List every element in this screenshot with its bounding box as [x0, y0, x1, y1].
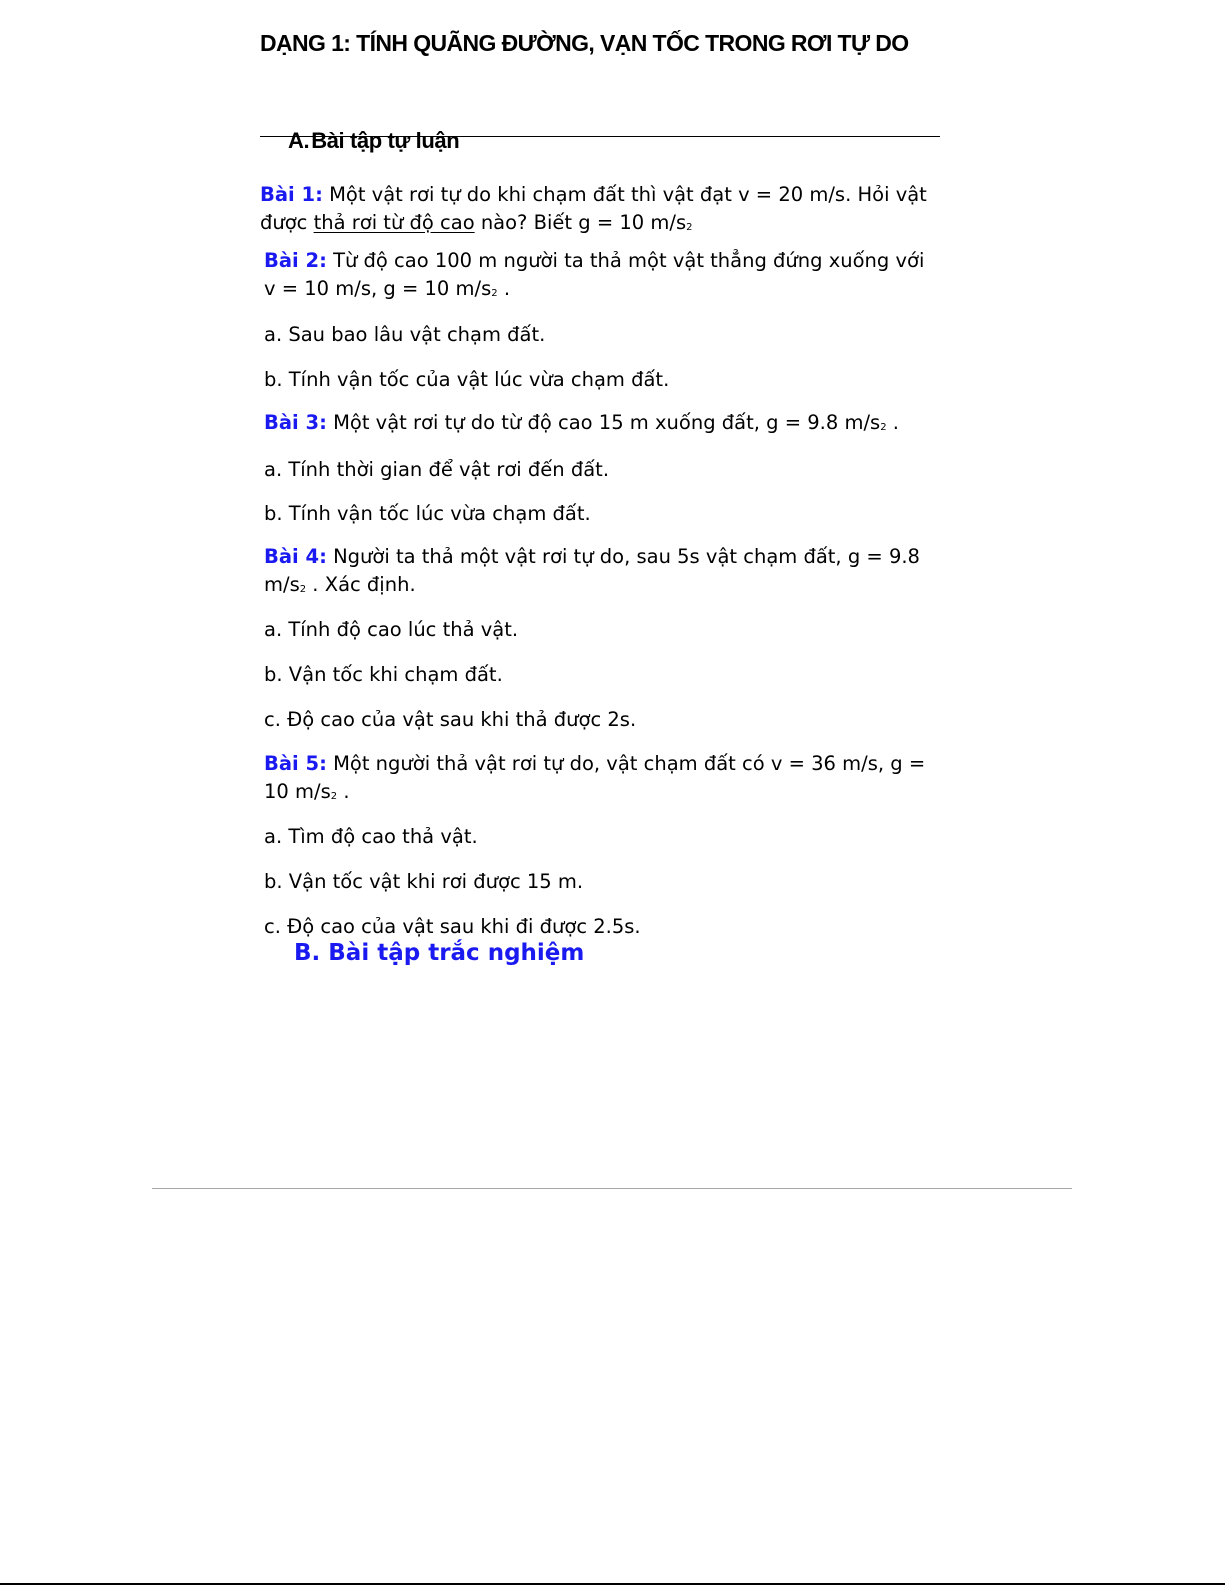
problem-4-text-end: . Xác định.: [306, 573, 416, 596]
problem-2-line-2: [264, 275, 924, 308]
problem-1-underlined-text: thả rơi từ độ cao: [313, 211, 475, 234]
problem-4-text-2: m/s: [264, 573, 300, 596]
problem-4-part-c: c. Độ cao của vật sau khi thả được 2s.: [264, 708, 637, 731]
problem-2-line-1: [264, 247, 924, 275]
problem-2-text: Từ độ cao 100 m người ta thả một vật thẳng đứng xuống với: [333, 249, 925, 272]
problem-1: [260, 181, 927, 242]
section-b-heading: B. Bài tập trắc nghiệm: [294, 940, 585, 966]
problem-5-exponent: 2: [330, 791, 338, 802]
problem-5-text-end: .: [337, 780, 350, 803]
problem-5-text-2: 10 m/s: [264, 780, 331, 803]
problem-4: [264, 543, 920, 604]
problem-5-label: Bài 5:: [264, 752, 327, 775]
problem-3-line-1: [264, 409, 899, 442]
problem-2-part-a: a. Sau bao lâu vật chạm đất.: [264, 323, 546, 346]
problem-4-exponent: 2: [299, 584, 307, 595]
problem-3-text-end: .: [886, 411, 899, 434]
section-a-label: Bài tập tự luận: [311, 128, 460, 153]
problem-2-text-end: .: [497, 277, 511, 300]
problem-3-label: Bài 3:: [264, 411, 327, 434]
problem-5-part-c: c. Độ cao của vật sau khi đi được 2.5s.: [264, 915, 641, 938]
problem-4-line-1: [264, 543, 920, 571]
problem-1-text-post: nào? Biết g = 10 m/s: [474, 211, 687, 234]
problem-3-exponent: 2: [880, 422, 887, 433]
problem-5: [264, 750, 925, 811]
problem-5-part-a: a. Tìm độ cao thả vật.: [264, 825, 478, 848]
problem-1-text-pre: được: [260, 211, 314, 234]
problem-1-line-2: [260, 209, 927, 242]
problem-4-label: Bài 4:: [264, 545, 327, 568]
problem-4-part-a: a. Tính độ cao lúc thả vật.: [264, 618, 519, 641]
problem-3: [264, 409, 899, 442]
problem-2-label: Bài 2:: [264, 249, 327, 272]
problem-2-part-b: b. Tính vận tốc của vật lúc vừa chạm đất.: [264, 368, 670, 391]
problem-3-part-b: b. Tính vận tốc lúc vừa chạm đất.: [264, 502, 591, 525]
problem-2-text-2: v = 10 m/s, g = 10 m/s: [264, 277, 492, 300]
problem-4-line-2: [264, 571, 920, 604]
problem-2-exponent: 2: [491, 288, 498, 299]
problem-5-part-b: b. Vận tốc vật khi rơi được 15 m.: [264, 870, 584, 893]
section-a-heading: [288, 128, 459, 154]
problem-4-text: Người ta thả một vật rơi tự do, sau 5s vật chạm đất, g = 9.8: [333, 545, 920, 568]
document-title: DẠNG 1: TÍNH QUÃNG ĐƯỜNG, VẠN TỐC TRONG RƠI TỰ DO: [260, 30, 909, 56]
problem-1-text: Một vật rơi tự do khi chạm đất thì vật đạt v = 20 m/s. Hỏi vật: [329, 183, 927, 206]
problem-3-text: Một vật rơi tự do từ độ cao 15 m xuống đất, g = 9.8 m/s: [333, 411, 881, 434]
problem-1-line-1: [260, 181, 927, 209]
page-break-line: [152, 1188, 1072, 1189]
problem-1-label: Bài 1:: [260, 183, 323, 206]
problem-5-line-2: [264, 778, 925, 811]
problem-5-text: Một người thả vật rơi tự do, vật chạm đất có v = 36 m/s, g =: [333, 752, 926, 775]
problem-3-part-a: a. Tính thời gian để vật rơi đến đất.: [264, 458, 610, 481]
problem-2: [264, 247, 924, 308]
problem-5-line-1: [264, 750, 925, 778]
problem-1-exponent: 2: [686, 222, 693, 233]
problem-4-part-b: b. Vận tốc khi chạm đất.: [264, 663, 503, 686]
section-a-number: A.: [288, 128, 310, 153]
